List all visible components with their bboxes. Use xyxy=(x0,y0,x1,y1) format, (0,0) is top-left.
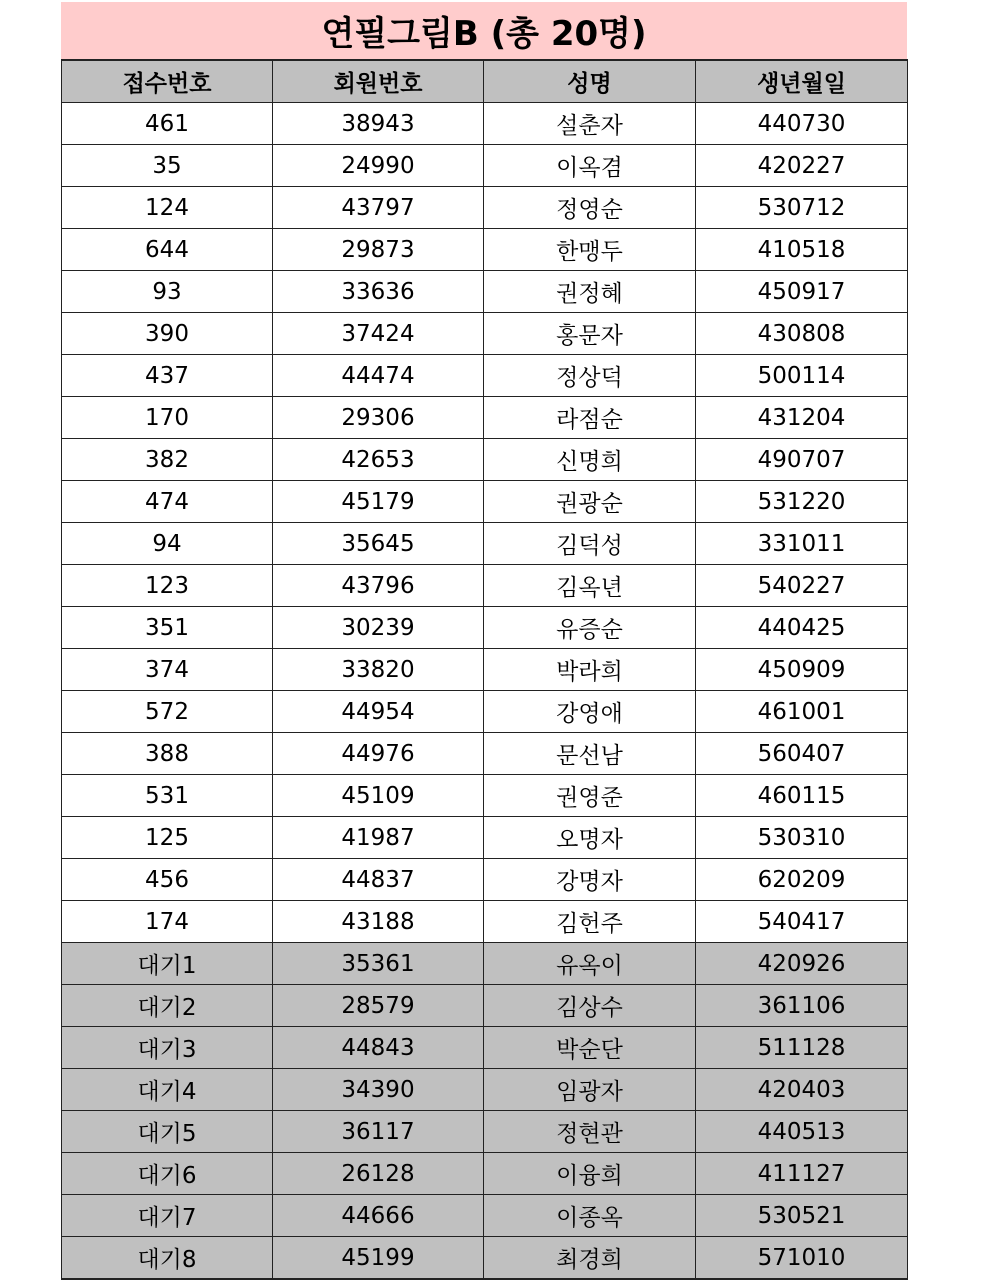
birthdate-cell: 560407 xyxy=(696,733,908,775)
member-no-cell: 43188 xyxy=(273,901,484,943)
waitlist-row xyxy=(62,1111,908,1153)
name-cell: 라점순 xyxy=(484,397,696,439)
table-row xyxy=(62,523,908,565)
table-row xyxy=(62,817,908,859)
member-no-cell: 44837 xyxy=(273,859,484,901)
table-row xyxy=(62,103,908,145)
birthdate-cell: 420403 xyxy=(696,1069,908,1111)
member-no-cell: 43797 xyxy=(273,187,484,229)
name-cell: 권정혜 xyxy=(484,271,696,313)
name-cell: 김옥년 xyxy=(484,565,696,607)
receipt-no-cell: 351 xyxy=(62,607,273,649)
table-row xyxy=(62,733,908,775)
receipt-no-cell: 170 xyxy=(62,397,273,439)
member-no-cell: 38943 xyxy=(273,103,484,145)
member-no-cell: 29873 xyxy=(273,229,484,271)
table-row xyxy=(62,355,908,397)
receipt-no-cell: 35 xyxy=(62,145,273,187)
member-no-cell: 33636 xyxy=(273,271,484,313)
birthdate-cell: 420227 xyxy=(696,145,908,187)
table-row xyxy=(62,775,908,817)
member-no-cell: 44666 xyxy=(273,1195,484,1237)
member-no-cell: 41987 xyxy=(273,817,484,859)
table-row xyxy=(62,271,908,313)
name-cell: 유증순 xyxy=(484,607,696,649)
member-no-cell: 37424 xyxy=(273,313,484,355)
birthdate-cell: 530521 xyxy=(696,1195,908,1237)
name-cell: 설춘자 xyxy=(484,103,696,145)
name-cell: 강영애 xyxy=(484,691,696,733)
member-no-cell: 24990 xyxy=(273,145,484,187)
name-cell: 이옥겸 xyxy=(484,145,696,187)
birthdate-cell: 571010 xyxy=(696,1237,908,1280)
name-cell: 정영순 xyxy=(484,187,696,229)
member-no-cell: 43796 xyxy=(273,565,484,607)
birthdate-cell: 331011 xyxy=(696,523,908,565)
name-cell: 정현관 xyxy=(484,1111,696,1153)
birthdate-cell: 531220 xyxy=(696,481,908,523)
name-cell: 김덕성 xyxy=(484,523,696,565)
column-header-receipt-no: 접수번호 xyxy=(62,60,273,103)
birthdate-cell: 440425 xyxy=(696,607,908,649)
table-row xyxy=(62,145,908,187)
member-no-cell: 45179 xyxy=(273,481,484,523)
name-cell: 임광자 xyxy=(484,1069,696,1111)
column-header-name: 성명 xyxy=(484,60,696,103)
birthdate-cell: 440730 xyxy=(696,103,908,145)
member-no-cell: 44954 xyxy=(273,691,484,733)
roster-sheet xyxy=(61,2,907,1280)
waitlist-row xyxy=(62,985,908,1027)
table-row xyxy=(62,313,908,355)
receipt-no-cell: 94 xyxy=(62,523,273,565)
name-cell: 박순단 xyxy=(484,1027,696,1069)
name-cell: 문선남 xyxy=(484,733,696,775)
waitlist-row xyxy=(62,1069,908,1111)
sheet-title: 연필그림B (총 20명) xyxy=(61,2,907,59)
name-cell: 유옥이 xyxy=(484,943,696,985)
receipt-no-cell: 대기5 xyxy=(62,1111,273,1153)
receipt-no-cell: 대기4 xyxy=(62,1069,273,1111)
member-no-cell: 44474 xyxy=(273,355,484,397)
name-cell: 홍문자 xyxy=(484,313,696,355)
waitlist-row xyxy=(62,1153,908,1195)
birthdate-cell: 411127 xyxy=(696,1153,908,1195)
waitlist-row xyxy=(62,1195,908,1237)
birthdate-cell: 461001 xyxy=(696,691,908,733)
birthdate-cell: 361106 xyxy=(696,985,908,1027)
receipt-no-cell: 456 xyxy=(62,859,273,901)
receipt-no-cell: 374 xyxy=(62,649,273,691)
receipt-no-cell: 382 xyxy=(62,439,273,481)
member-no-cell: 45109 xyxy=(273,775,484,817)
name-cell: 권광순 xyxy=(484,481,696,523)
receipt-no-cell: 대기2 xyxy=(62,985,273,1027)
birthdate-cell: 450909 xyxy=(696,649,908,691)
birthdate-cell: 420926 xyxy=(696,943,908,985)
name-cell: 정상덕 xyxy=(484,355,696,397)
table-row xyxy=(62,607,908,649)
receipt-no-cell: 174 xyxy=(62,901,273,943)
table-row xyxy=(62,481,908,523)
member-no-cell: 36117 xyxy=(273,1111,484,1153)
receipt-no-cell: 572 xyxy=(62,691,273,733)
receipt-no-cell: 390 xyxy=(62,313,273,355)
birthdate-cell: 620209 xyxy=(696,859,908,901)
birthdate-cell: 410518 xyxy=(696,229,908,271)
column-header-member-no: 회원번호 xyxy=(273,60,484,103)
member-no-cell: 44843 xyxy=(273,1027,484,1069)
receipt-no-cell: 531 xyxy=(62,775,273,817)
member-no-cell: 35361 xyxy=(273,943,484,985)
birthdate-cell: 540417 xyxy=(696,901,908,943)
name-cell: 이융희 xyxy=(484,1153,696,1195)
member-no-cell: 29306 xyxy=(273,397,484,439)
roster-body xyxy=(62,103,908,1280)
birthdate-cell: 511128 xyxy=(696,1027,908,1069)
name-cell: 권영준 xyxy=(484,775,696,817)
receipt-no-cell: 대기8 xyxy=(62,1237,273,1280)
member-no-cell: 34390 xyxy=(273,1069,484,1111)
name-cell: 박라희 xyxy=(484,649,696,691)
birthdate-cell: 430808 xyxy=(696,313,908,355)
column-header-birthdate: 생년월일 xyxy=(696,60,908,103)
member-no-cell: 26128 xyxy=(273,1153,484,1195)
table-row xyxy=(62,901,908,943)
birthdate-cell: 530712 xyxy=(696,187,908,229)
member-no-cell: 45199 xyxy=(273,1237,484,1280)
waitlist-row xyxy=(62,943,908,985)
receipt-no-cell: 388 xyxy=(62,733,273,775)
table-row xyxy=(62,565,908,607)
birthdate-cell: 490707 xyxy=(696,439,908,481)
receipt-no-cell: 대기6 xyxy=(62,1153,273,1195)
birthdate-cell: 460115 xyxy=(696,775,908,817)
birthdate-cell: 500114 xyxy=(696,355,908,397)
table-row xyxy=(62,397,908,439)
name-cell: 최경희 xyxy=(484,1237,696,1280)
name-cell: 오명자 xyxy=(484,817,696,859)
name-cell: 한맹두 xyxy=(484,229,696,271)
receipt-no-cell: 124 xyxy=(62,187,273,229)
roster-table xyxy=(61,59,908,1280)
member-no-cell: 33820 xyxy=(273,649,484,691)
birthdate-cell: 440513 xyxy=(696,1111,908,1153)
name-cell: 김상수 xyxy=(484,985,696,1027)
waitlist-row xyxy=(62,1027,908,1069)
waitlist-row xyxy=(62,1237,908,1280)
receipt-no-cell: 123 xyxy=(62,565,273,607)
member-no-cell: 30239 xyxy=(273,607,484,649)
member-no-cell: 28579 xyxy=(273,985,484,1027)
table-row xyxy=(62,187,908,229)
header-row xyxy=(62,60,908,103)
table-row xyxy=(62,229,908,271)
birthdate-cell: 450917 xyxy=(696,271,908,313)
receipt-no-cell: 대기3 xyxy=(62,1027,273,1069)
name-cell: 강명자 xyxy=(484,859,696,901)
name-cell: 김헌주 xyxy=(484,901,696,943)
name-cell: 신명희 xyxy=(484,439,696,481)
birthdate-cell: 540227 xyxy=(696,565,908,607)
receipt-no-cell: 대기7 xyxy=(62,1195,273,1237)
member-no-cell: 42653 xyxy=(273,439,484,481)
receipt-no-cell: 474 xyxy=(62,481,273,523)
receipt-no-cell: 대기1 xyxy=(62,943,273,985)
table-row xyxy=(62,691,908,733)
receipt-no-cell: 93 xyxy=(62,271,273,313)
receipt-no-cell: 644 xyxy=(62,229,273,271)
name-cell: 이종옥 xyxy=(484,1195,696,1237)
table-row xyxy=(62,649,908,691)
member-no-cell: 44976 xyxy=(273,733,484,775)
birthdate-cell: 431204 xyxy=(696,397,908,439)
receipt-no-cell: 125 xyxy=(62,817,273,859)
receipt-no-cell: 437 xyxy=(62,355,273,397)
member-no-cell: 35645 xyxy=(273,523,484,565)
receipt-no-cell: 461 xyxy=(62,103,273,145)
table-row xyxy=(62,439,908,481)
table-row xyxy=(62,859,908,901)
birthdate-cell: 530310 xyxy=(696,817,908,859)
